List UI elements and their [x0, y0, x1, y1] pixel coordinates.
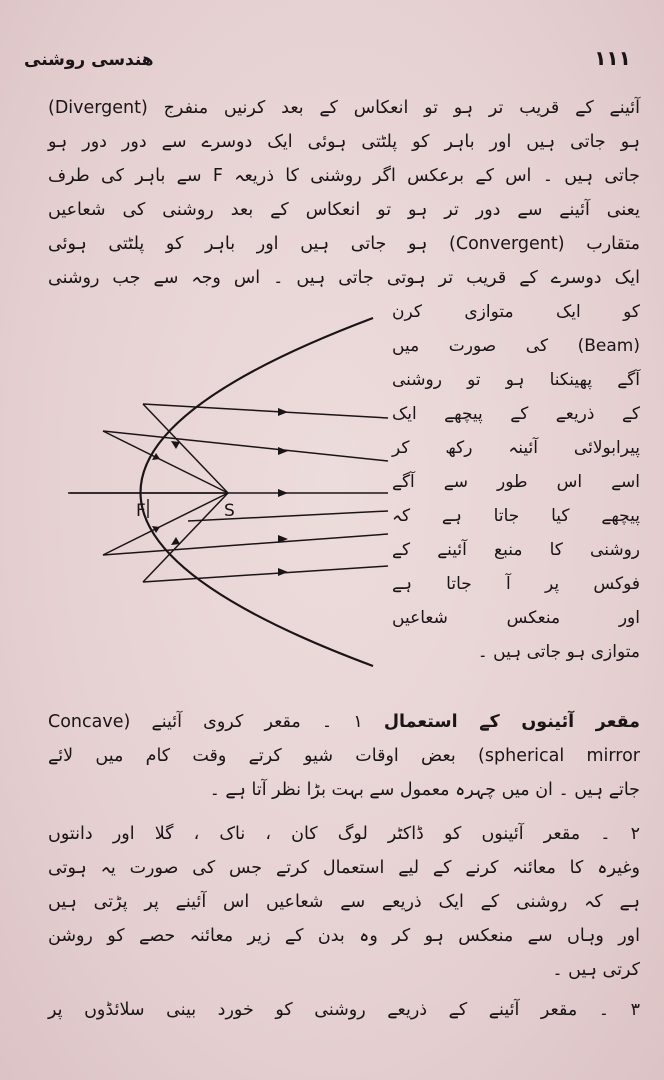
paragraph-line: ہے کہ روشنی کے ایک ذریعے سے شعاعیں اس آئینے پر پڑتی ہیں [48, 892, 640, 912]
arrow-head [171, 441, 180, 449]
arrow-head [278, 447, 288, 455]
side-text-line: اور منعکس شعاعیں [392, 608, 640, 628]
section-first-line [48, 710, 640, 734]
reflected-arrows [278, 408, 288, 576]
paragraph-line: جاتی ہیں ۔ اس کے برعکس اگر روشنی کا ذریعہ F سے باہر کی طرف [48, 166, 640, 186]
section-line: ۱ ۔ مقعر کروی آئینے (Concave [48, 712, 363, 732]
side-text-line: پیرابولائی آئینہ رکھ کر [392, 438, 640, 458]
arrow-head [278, 489, 288, 497]
side-text-line: متوازی ہو جاتی ہیں ۔ [477, 642, 640, 662]
arrow-head [278, 408, 288, 416]
paragraph-line: متقارب (Convergent) ہو جاتی ہیں اور باہر کو پلٹتی ہوئی [48, 234, 640, 254]
reflected-ray [188, 511, 388, 521]
parabolic-mirror-curve [141, 318, 374, 666]
reflected-ray [103, 431, 388, 461]
section-heading: مقعر آئینوں کے استعمال [383, 712, 640, 732]
page-number: ۱۱۱ [594, 46, 631, 70]
paragraph-line: وغیرہ کا معائنہ کرنے کے لیے استعمال کرتے جس کی صورت یہ ہوتی [48, 858, 640, 878]
source-label: S [224, 501, 235, 521]
paragraph-line: اور وہاں سے منعکس ہو کر وہ بدن کے زیر معائنہ حصے کو روشن [48, 926, 640, 946]
incident-rays [70, 404, 228, 582]
running-header-title: هندسی روشنی [24, 50, 154, 70]
reflected-ray [143, 404, 388, 418]
paragraph-line: ۲ ۔ مقعر آئینوں کو ڈاکٹر لوگ کان ، ناک ، گلا اور دانتوں [48, 824, 640, 844]
section-line: spherical mirror) بعض اوقات شیو کرتے وقت کام میں لائے [48, 746, 640, 766]
paragraph-line: ۳ ۔ مقعر آئینے کے ذریعے روشنی کو خورد بینی سلائڈوں پر [48, 1000, 640, 1020]
side-text-line: کو ایک متوازی کرن [392, 302, 640, 322]
parabolic-mirror-diagram [48, 306, 398, 676]
incident-ray [103, 493, 228, 555]
paragraph-line: یعنی آئینے سے دور تر ہو تو انعکاس کے بعد روشنی کی شعاعیں [48, 200, 640, 220]
paragraph-line: ہو جاتی ہیں اور باہر کو پلٹتی ہوئی ایک دوسرے سے دور دور ہو [48, 132, 640, 152]
side-text-line: اسے اس طور سے آگے [392, 472, 640, 492]
arrow-head [171, 537, 180, 545]
reflected-ray [143, 566, 388, 582]
side-text-line: آگے پھینکنا ہو تو روشنی [392, 370, 640, 390]
section-line: جاتے ہیں ۔ ان میں چہرہ معمول سے بہت بڑا نظر آتا ہے ۔ [209, 780, 640, 800]
reflected-ray [103, 534, 388, 555]
side-text-line: پیچھے کیا جاتا ہے کہ [392, 506, 640, 526]
side-text-line: کے ذریعے کے پیچھے ایک [392, 404, 640, 424]
incident-ray [103, 431, 228, 493]
paragraph-line: ایک دوسرے کے قریب تر ہوتی جاتی ہیں ۔ اس وجہ سے جب روشنی [48, 268, 640, 288]
side-text-line: فوکس پر آ جاتا ہے [392, 574, 640, 594]
paragraph-line: آئینے کے قریب تر ہو تو انعکاس کے بعد کرنیں منفرج (Divergent) [48, 98, 640, 118]
side-text-line: (Beam) کی صورت میں [392, 336, 640, 356]
arrow-head [278, 568, 288, 576]
focus-label: F [136, 501, 146, 521]
side-text-line: روشنی کا منبع آئینے کے [392, 540, 640, 560]
paragraph-line: کرتی ہیں ۔ [552, 960, 640, 980]
